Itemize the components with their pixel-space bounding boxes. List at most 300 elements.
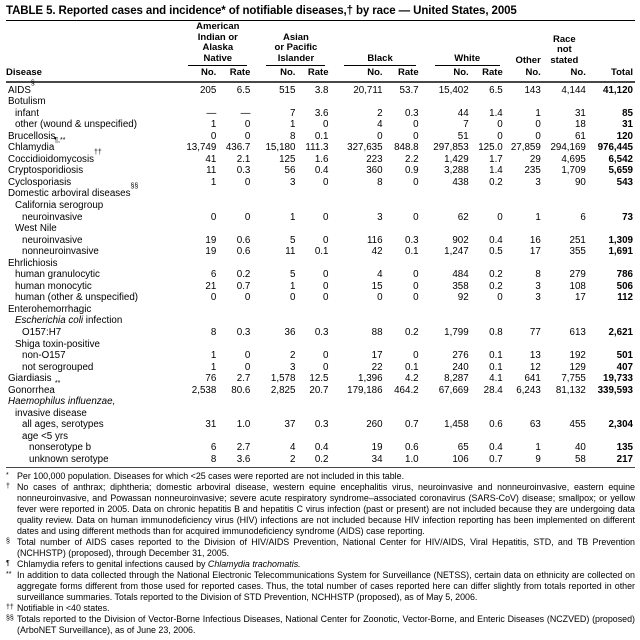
table-row [6, 431, 635, 443]
value-cell: 1.4 [489, 107, 503, 119]
value-cell: 4 [377, 119, 383, 131]
disease-name: Escherichia coli infection [15, 315, 123, 327]
disease-name: Giardiasis [8, 373, 52, 385]
value-cell: 3,288 [444, 165, 469, 177]
group-label: Other [515, 54, 541, 66]
value-cell: 1.6 [314, 153, 329, 165]
value-cell: 0 [497, 211, 503, 223]
value-cell: 0.2 [489, 280, 503, 292]
value-cell: 53.7 [399, 84, 419, 96]
disease-name: human (other & unspecified) [15, 292, 139, 304]
total-header-spacer [588, 22, 635, 67]
footnote-marker: §§ [130, 183, 139, 191]
subheader-2: Rate [385, 67, 421, 82]
disease-name-italic: Haemophilus influenzae, [8, 396, 116, 408]
footnote-symbol: † [6, 482, 10, 490]
table-row [6, 188, 635, 200]
value-cell: 0 [244, 361, 251, 373]
value-cell: 0 [377, 130, 383, 142]
table-title: TABLE 5. Reported cases and incidence* of notifiable diseases,† by race — United States, 2005 [6, 5, 635, 21]
value-cell: 3 [535, 280, 541, 292]
value-cell: 17 [371, 350, 383, 362]
subheader-3: Rate [471, 67, 505, 82]
value-cell: 16 [529, 234, 541, 246]
value-cell: 2,825 [270, 384, 296, 396]
empty-cell [174, 188, 635, 200]
value-cell: 0 [535, 119, 541, 131]
total-cell: 41,120 [603, 84, 633, 96]
value-cell: 18 [574, 119, 586, 131]
value-cell: 436.7 [225, 142, 251, 154]
value-cell: 19 [205, 246, 217, 258]
value-cell: 276 [452, 350, 469, 362]
value-cell: 613 [569, 326, 586, 338]
value-cell: 17 [529, 246, 541, 258]
header-sub-row [6, 67, 635, 82]
value-cell: 0.4 [489, 442, 503, 454]
value-cell: 19 [205, 234, 217, 246]
value-cell: 116 [366, 234, 383, 246]
group-header-5 [543, 22, 588, 67]
disease-name: Brucellosis [8, 130, 56, 142]
value-cell: 129 [569, 361, 586, 373]
value-cell: 8,287 [444, 373, 469, 385]
total-cell: 5,659 [608, 165, 633, 177]
subheader-2: No. [330, 67, 384, 82]
total-cell: 217 [588, 454, 635, 467]
value-cell: 22 [371, 361, 383, 373]
value-cell: 0 [413, 176, 419, 188]
value-cell: 143 [524, 84, 541, 96]
table-row [6, 292, 635, 304]
disease-name: West Nile [15, 223, 57, 235]
value-cell: 0.7 [405, 419, 419, 431]
value-cell: 0 [210, 292, 217, 304]
total-cell: 407 [616, 361, 633, 373]
group-header-1 [252, 22, 330, 67]
subheader-3: No. [421, 67, 471, 82]
table-row [6, 177, 635, 189]
value-cell: 1 [535, 442, 541, 454]
value-cell: 0.9 [405, 165, 419, 177]
value-cell: 1.4 [489, 165, 503, 177]
subheader-1: Rate [297, 67, 330, 82]
value-cell: 3.6 [218, 454, 252, 467]
table-row [6, 246, 635, 258]
table-row [6, 362, 635, 374]
value-cell: 1 [210, 176, 217, 188]
value-cell: 62 [457, 211, 469, 223]
value-cell: 7 [463, 119, 469, 131]
empty-cell [174, 258, 635, 270]
value-cell: 0.3 [314, 419, 329, 431]
value-cell: 0.2 [297, 454, 330, 467]
value-cell: 77 [529, 326, 541, 338]
total-cell: 6,542 [608, 153, 633, 165]
disease-name: non-O157 [22, 350, 66, 362]
value-cell: 0 [244, 130, 251, 142]
value-cell: 0.2 [236, 269, 251, 281]
value-cell: 7,755 [561, 373, 586, 385]
table-row [6, 339, 635, 351]
disease-name: Coccidioidomycosis†† [8, 148, 102, 165]
value-cell: 90 [574, 176, 586, 188]
value-cell: 0.4 [314, 165, 329, 177]
disease-name: nonneuroinvasive [22, 246, 99, 258]
value-cell: 1 [535, 211, 541, 223]
disease-name: Gonorrhea** [8, 379, 61, 396]
table-body [6, 79, 635, 468]
value-cell: 20,711 [353, 84, 383, 96]
value-cell: 0 [413, 280, 419, 292]
value-cell: 0.1 [489, 361, 503, 373]
value-cell: 31 [205, 419, 217, 431]
value-cell: 240 [452, 361, 469, 373]
value-cell: 20.7 [309, 384, 329, 396]
value-cell: 2.7 [236, 442, 251, 454]
table-row [6, 315, 635, 327]
total-cell: 543 [616, 176, 633, 188]
value-cell: 0.1 [314, 130, 329, 142]
header-group-row [6, 22, 635, 67]
value-cell: 1 [210, 350, 217, 362]
subheader-0: No. [174, 67, 218, 82]
total-cell: 506 [616, 280, 633, 292]
value-cell: 2.1 [236, 153, 251, 165]
group-label: Black [344, 54, 415, 67]
value-cell: 0.6 [236, 246, 251, 258]
value-cell: 8 [289, 130, 296, 142]
value-cell: 0 [323, 119, 329, 131]
subheader-0: Rate [218, 67, 252, 82]
value-cell: 360 [366, 165, 383, 177]
value-cell: 15,402 [438, 84, 469, 96]
value-cell: 205 [199, 84, 217, 96]
value-cell: 179,186 [347, 384, 383, 396]
value-cell: 44 [457, 107, 469, 119]
value-cell: 1.0 [236, 419, 251, 431]
value-cell: 125 [279, 153, 296, 165]
empty-cell [174, 408, 635, 420]
value-cell: 464.2 [394, 384, 419, 396]
value-cell: 0 [244, 350, 251, 362]
empty-cell [174, 315, 635, 327]
value-cell: 36 [284, 326, 296, 338]
disease-name: Cryptosporidiosis [8, 165, 84, 177]
value-cell: 6 [580, 211, 586, 223]
group-header-4 [505, 22, 543, 67]
value-cell: 0.2 [489, 269, 503, 281]
value-cell: 223 [366, 153, 383, 165]
total-cell: 2,621 [608, 326, 633, 338]
value-cell: 56 [284, 165, 296, 177]
total-cell: 786 [616, 269, 633, 281]
value-cell: 0 [413, 292, 419, 304]
value-cell: 1 [210, 361, 217, 373]
value-cell: 6.5 [236, 84, 251, 96]
value-cell: 1 [210, 119, 217, 131]
value-cell: 0.1 [405, 361, 419, 373]
value-cell: 2 [252, 454, 297, 467]
value-cell: 2 [377, 107, 383, 119]
value-cell: 27,859 [510, 142, 541, 154]
disease-column-header: Disease [6, 67, 174, 82]
disease-name-italic: Escherichia coli [15, 315, 84, 327]
value-cell: 0.3 [314, 326, 329, 338]
value-cell: 1.0 [385, 454, 421, 467]
value-cell: 0.3 [236, 326, 251, 338]
value-cell: 1 [289, 211, 296, 223]
total-cell: 31 [622, 119, 633, 131]
disease-name: other (wound & unspecified) [15, 119, 137, 131]
value-cell: 0.2 [489, 176, 503, 188]
disease-name: Shiga toxin-positive [15, 338, 100, 350]
empty-cell [174, 396, 635, 408]
disease-name: neuroinvasive [22, 234, 83, 246]
value-cell: 108 [569, 280, 586, 292]
disease-name [6, 396, 174, 408]
table-row [6, 327, 635, 339]
value-cell: 0 [244, 292, 251, 304]
value-cell: 40 [574, 442, 586, 454]
value-cell: 0 [413, 350, 419, 362]
total-column-header: Total [588, 67, 635, 82]
disease-name: O157:H7 [22, 326, 62, 338]
total-cell: 85 [622, 107, 633, 119]
value-cell: 0 [497, 292, 503, 304]
value-cell: 0 [323, 269, 329, 281]
table-row [6, 442, 635, 454]
value-cell: 1,799 [444, 326, 469, 338]
disease-name: infant [15, 107, 39, 119]
table-row [6, 269, 635, 281]
value-cell: 455 [569, 419, 586, 431]
value-cell: 11 [206, 165, 217, 177]
value-cell: 92 [457, 292, 469, 304]
value-cell: 8 [535, 269, 541, 281]
value-cell: 0 [413, 130, 419, 142]
value-cell: 1,578 [270, 373, 296, 385]
disease-name: nonserotype b [29, 442, 92, 454]
total-cell: 19,733 [603, 373, 633, 385]
value-cell: 251 [569, 234, 586, 246]
total-cell: 120 [616, 130, 633, 142]
table-row [6, 212, 635, 224]
footnote-italic-text: Chlamydia trachomatis. [207, 558, 301, 569]
empty-cell [174, 223, 635, 235]
value-cell: 3 [377, 211, 383, 223]
total-cell: 2,304 [608, 419, 633, 431]
footnote: ** In addition to data collected through the National Electronic Telecommunications System for Surveillance (NETSS), certain data on ethnicity are collected on aggregate forms different from those used for reported cases. Thus, the total number of cases reported here can differ slightly from totals reported in other surveillance summaries. Totals reported to the Division of STD Prevention, NCHHSTP (proposed), as of May 5, 2006. [6, 569, 635, 602]
value-cell: 2.7 [236, 373, 251, 385]
value-cell: 8 [174, 454, 218, 467]
value-cell: 58 [543, 454, 588, 467]
value-cell: 15 [371, 280, 383, 292]
disease-name: AIDS§ [8, 79, 35, 96]
footnote: †† Notifiable in <40 states. [6, 602, 110, 613]
footnotes [6, 471, 635, 636]
value-cell: 0 [323, 292, 329, 304]
footnote-marker: § [30, 79, 35, 87]
value-cell: 0.6 [489, 419, 503, 431]
value-cell: 0.4 [314, 442, 329, 454]
value-cell: 8 [377, 176, 383, 188]
value-cell: 0.3 [405, 234, 419, 246]
value-cell: 0.3 [236, 165, 251, 177]
value-cell: 279 [569, 269, 586, 281]
table-row [6, 119, 635, 131]
value-cell: 6 [210, 442, 217, 454]
value-cell: 0 [289, 292, 296, 304]
value-cell: 0 [210, 211, 217, 223]
value-cell: 3 [289, 176, 296, 188]
value-cell: 0.6 [236, 234, 251, 246]
subheader-5: No. [543, 67, 588, 82]
disease-name: human granulocytic [15, 269, 100, 281]
value-cell: 29 [529, 153, 541, 165]
disease-name: California serogroup [15, 199, 104, 211]
value-cell: 0.4 [489, 234, 503, 246]
value-cell: 0 [323, 211, 329, 223]
value-cell: 848.8 [394, 142, 419, 154]
value-cell: 3 [535, 176, 541, 188]
value-cell: 1.7 [489, 153, 503, 165]
value-cell: 3 [535, 292, 541, 304]
disease-name: human monocytic [15, 280, 92, 292]
disease-name: age <5 yrs [22, 430, 69, 442]
value-cell: 902 [452, 234, 469, 246]
footnote-symbol: §§ [6, 614, 14, 622]
value-cell: 13 [529, 350, 541, 362]
total-cell: 501 [616, 350, 633, 362]
value-cell: 235 [524, 165, 541, 177]
group-label: White [435, 54, 500, 67]
value-cell: 7 [289, 107, 296, 119]
table-row [6, 385, 635, 397]
value-cell: 1 [535, 107, 541, 119]
value-cell: 63 [529, 419, 541, 431]
table-row [6, 200, 635, 212]
value-cell: 11 [285, 246, 296, 258]
table-row [6, 258, 635, 270]
value-cell: 0 [413, 119, 419, 131]
total-cell: 73 [622, 211, 633, 223]
disease-name: unknown serotype [6, 454, 174, 467]
group-header-3 [421, 22, 505, 67]
value-cell: 1 [289, 119, 296, 131]
value-cell: 51 [457, 130, 469, 142]
group-label: American Indian or Alaska Native [188, 22, 247, 66]
table-row [6, 235, 635, 247]
value-cell: 0.1 [314, 246, 329, 258]
value-cell: 111.3 [305, 142, 329, 154]
value-cell: 4.2 [405, 373, 419, 385]
table-row [6, 131, 635, 143]
value-cell: 2 [289, 350, 296, 362]
footnote-marker: †† [94, 148, 102, 156]
value-cell: 42 [371, 246, 383, 258]
value-cell: 438 [452, 176, 469, 188]
disease-name: Domestic arboviral diseases§§ [8, 183, 139, 200]
value-cell: 8 [210, 326, 217, 338]
value-cell: 12.5 [309, 373, 329, 385]
subheader-1: No. [252, 67, 297, 82]
table-row [6, 454, 635, 467]
value-cell: 2,538 [191, 384, 217, 396]
table-row [6, 419, 635, 431]
value-cell: 4,144 [561, 84, 586, 96]
value-cell: 21 [205, 280, 217, 292]
value-cell: 0.8 [489, 326, 503, 338]
value-cell: 80.6 [231, 384, 251, 396]
value-cell: 34 [330, 454, 384, 467]
footnote: § Total number of AIDS cases reported to the Division of HIV/AIDS Prevention, National Center for HIV/AIDS, Viral Hepatitis, STD, and TB Prevention (NCHHSTP) (proposed), through December 31, 2005. [6, 536, 635, 558]
value-cell: 0 [323, 280, 329, 292]
table-row [6, 304, 635, 316]
value-cell: 3.8 [314, 84, 329, 96]
disease-header-spacer [6, 22, 174, 67]
footnote: ¶ Chlamydia refers to genital infections caused by Chlamydia trachomatis. [6, 558, 301, 569]
value-cell: 106 [421, 454, 471, 467]
footnote: §§ Totals reported to the Division of Vector-Borne Infectious Diseases, National Center for Zoonotic, Vector-Borne, and Enteric Diseases (NCZVED) (proposed) (ArboNET Surveillance), as of June 23, 2006. [6, 613, 635, 635]
value-cell: 125.0 [478, 142, 503, 154]
footnote-marker: ¶,** [54, 137, 66, 145]
value-cell: 641 [524, 373, 541, 385]
footnote-symbol: ¶ [6, 559, 10, 567]
table-row [6, 82, 635, 97]
table-row [6, 154, 635, 166]
group-label: Asian or Pacific Islander [266, 33, 325, 67]
value-cell: 9 [505, 454, 543, 467]
value-cell: 0 [413, 211, 419, 223]
value-cell: 297,853 [433, 142, 469, 154]
value-cell: 17 [574, 292, 586, 304]
value-cell: 4.1 [489, 373, 503, 385]
empty-cell [174, 431, 635, 443]
value-cell: 0.6 [405, 442, 419, 454]
footnote: * Per 100,000 population. Diseases for which <25 cases were reported are not included in this table. [6, 470, 405, 481]
value-cell: 0.3 [405, 107, 419, 119]
table-row [6, 96, 635, 108]
empty-cell [174, 200, 635, 212]
footnote: † No cases of anthrax; diphtheria; domestic arboviral disease, western equine encephalitis virus, neuroinvasive and nonneuroinvasive, eastern equine nonneuroinvasive, and Powassan nonneuroinvasive; severe acute respiratory syndrome–associated coronavirus (SARS-CoV) disease; smallpox; or yellow fever were reported in 2005. Data on chronic hepatitis B and hepatitis C virus infection (past or present) are not included because they are undergoing data quality review. Data on human immunodeficiency virus (HIV) infections are not included because HIV infection reporting has been implemented on different dates and using different methods than for acquired immunodeficiency syndrome (AIDS) case reporting. [6, 481, 635, 536]
value-cell: 19 [371, 442, 383, 454]
value-cell: 0 [210, 130, 217, 142]
disease-name: Cyclosporiasis [8, 176, 72, 188]
value-cell: 6 [210, 269, 217, 281]
empty-cell [174, 304, 635, 316]
value-cell: 358 [452, 280, 469, 292]
value-cell: 0 [497, 130, 503, 142]
value-cell: 0 [497, 119, 503, 131]
value-cell: 81,132 [555, 384, 586, 396]
value-cell: 0 [323, 176, 329, 188]
table-row [6, 350, 635, 362]
value-cell: 76 [205, 373, 217, 385]
table-row [6, 373, 635, 385]
value-cell: 28.4 [483, 384, 503, 396]
group-header-2 [330, 22, 420, 67]
total-cell: 135 [616, 442, 633, 454]
value-cell: 1,396 [358, 373, 383, 385]
value-cell: 0 [377, 292, 383, 304]
total-cell: 339,593 [597, 384, 633, 396]
value-cell: 12 [529, 361, 541, 373]
value-cell: 0.7 [236, 280, 251, 292]
value-cell: 31 [574, 107, 586, 119]
footnote-marker: ** [54, 379, 61, 387]
value-cell: 67,669 [438, 384, 469, 396]
